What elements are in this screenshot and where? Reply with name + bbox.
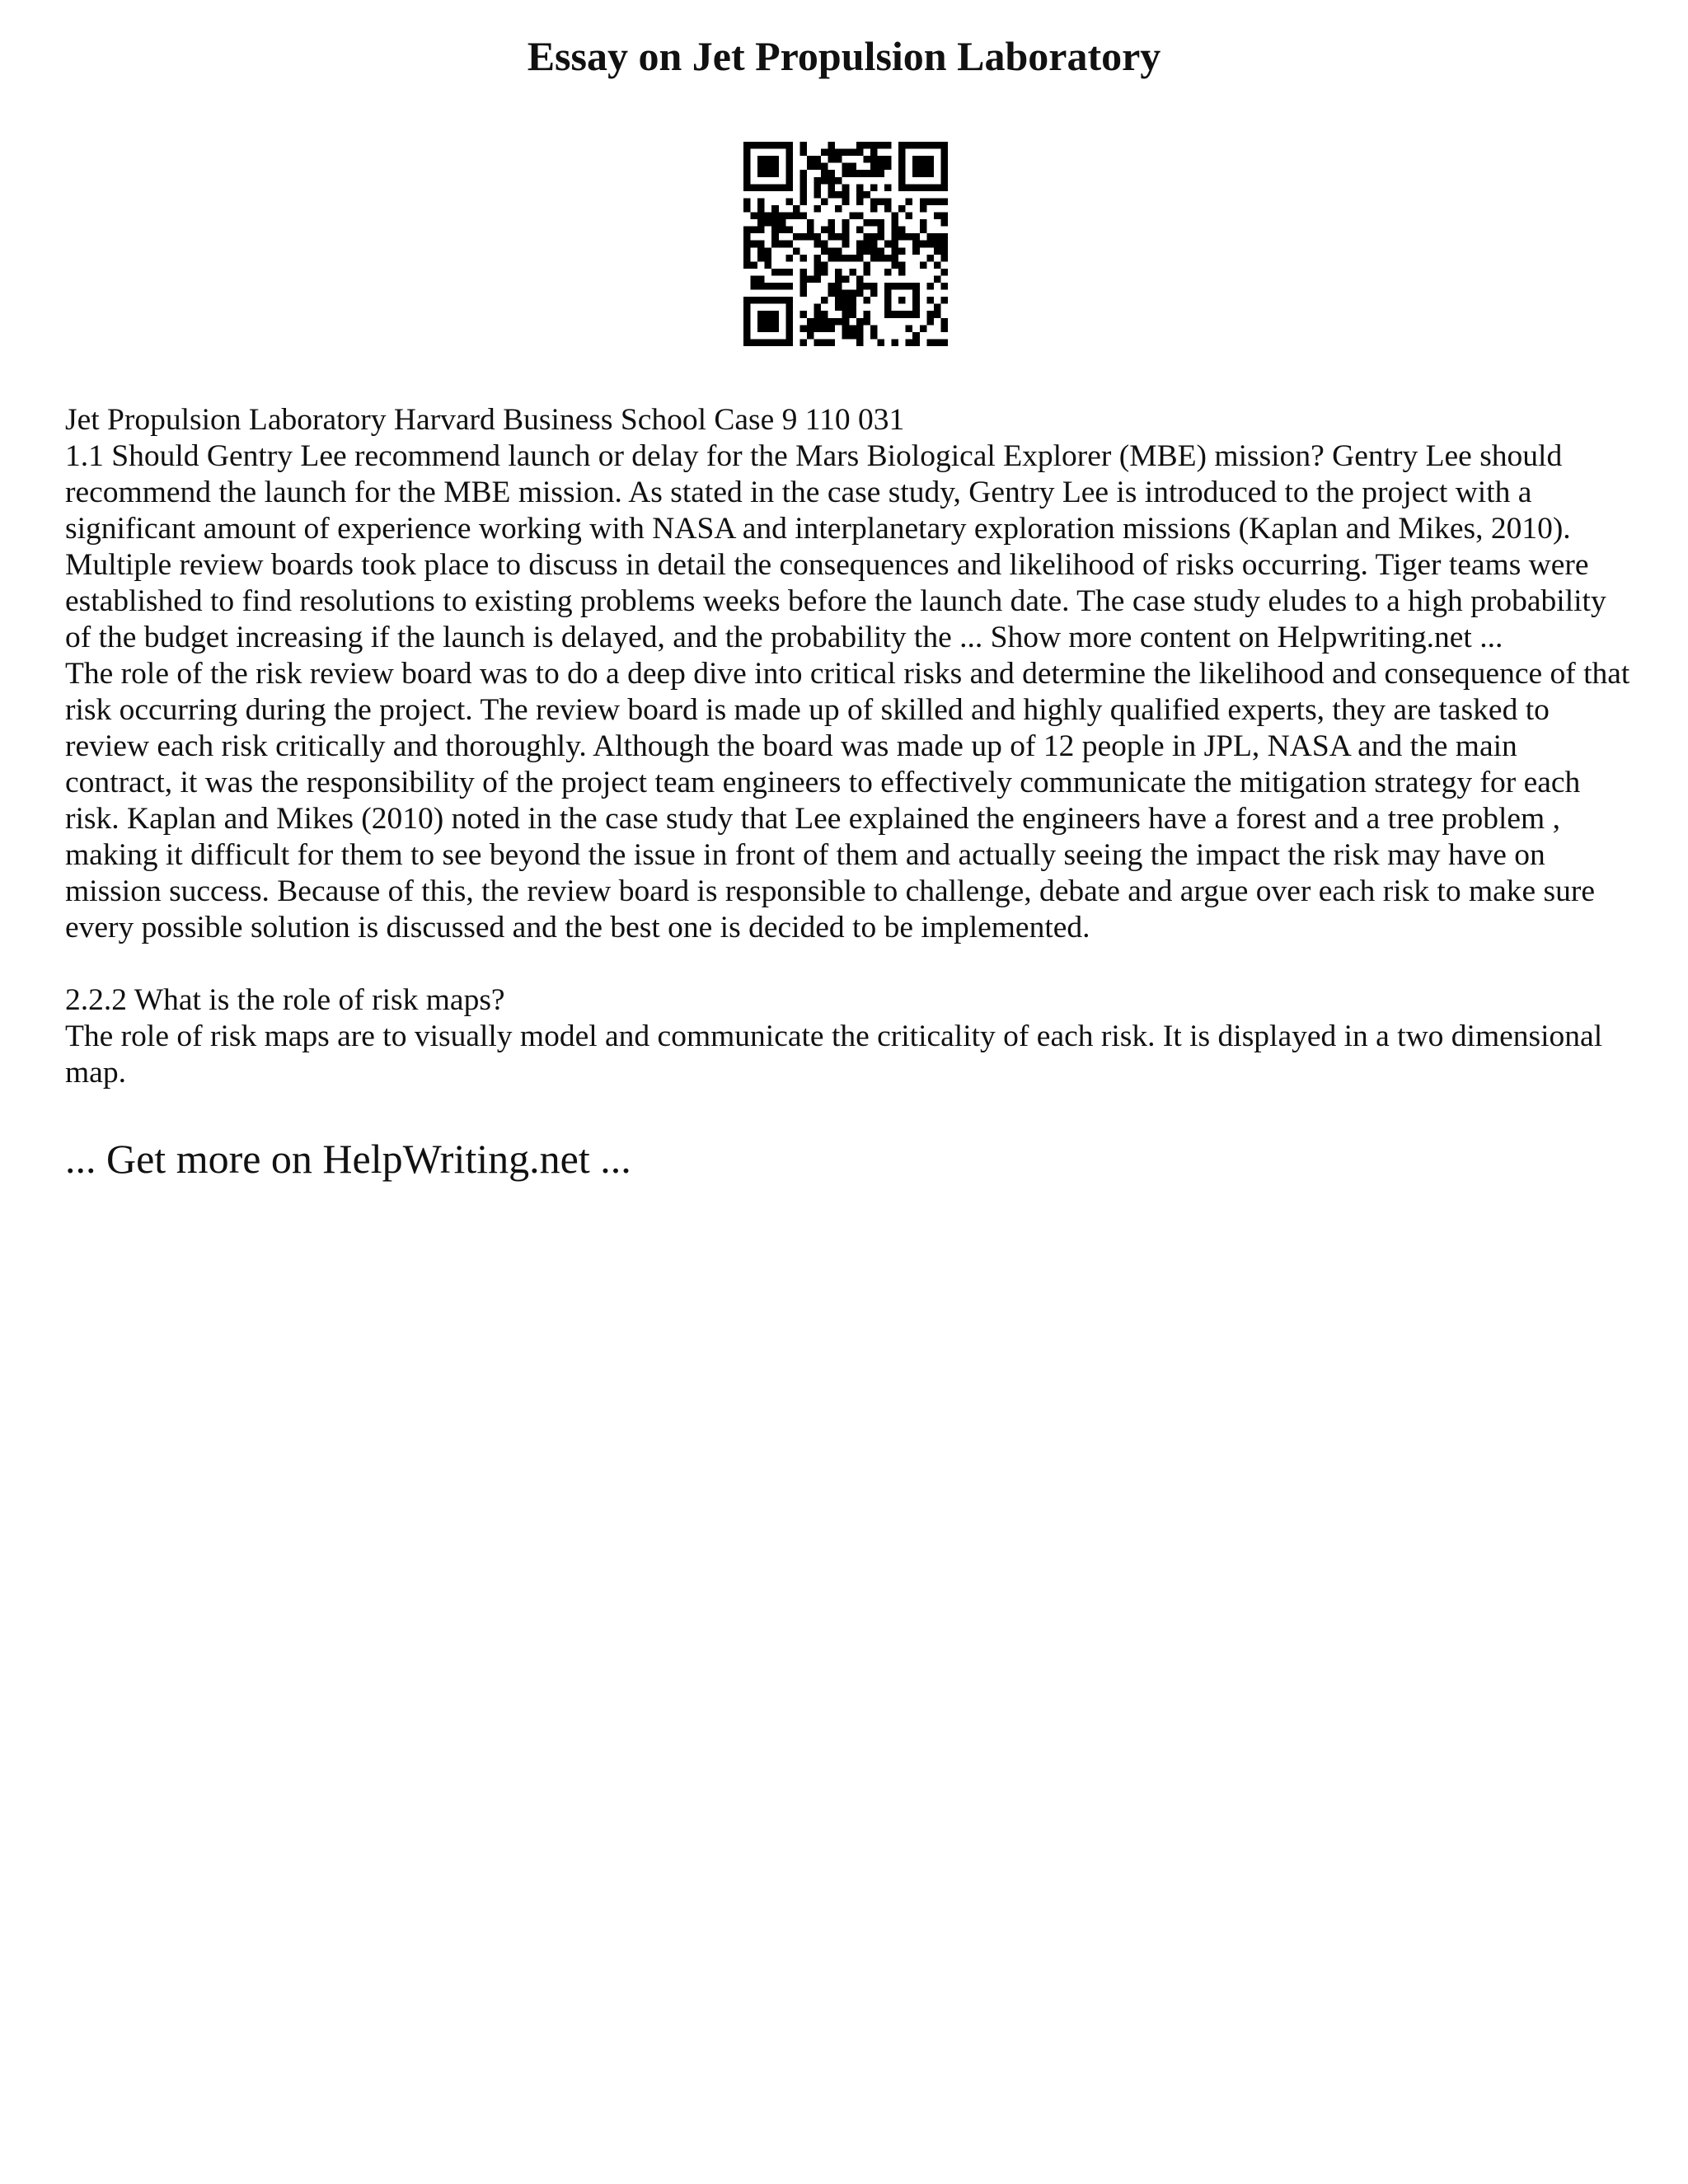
get-more-link[interactable]: ... Get more on HelpWriting.net ... — [65, 1136, 631, 1182]
paragraph-spacer — [65, 946, 1631, 982]
page-title: Essay on Jet Propulsion Laboratory — [527, 33, 1161, 79]
essay-paragraph-2: The role of the risk review board was to do a deep dive into critical risks and determine the likelihood and consequence of that risk occurring during the project. The review board is made up of skilled and highly qualified experts, they are tasked to review each risk critically and thoroughly. Although the board was made up of 12 people in JPL, NASA and the main contract, it was the responsibility of the project team engineers to effectively communicate the mitigation strategy for each risk. Kaplan and Mikes (2010) noted in the case study that Lee explained the engineers have a forest and a tree problem , making it difficult for them to see beyond the issue in front of them and actually seeing the impact the risk may have on mission success. Because of this, the review board is responsible to challenge, debate and argue over each risk to make sure every possible solution is discussed and the best one is decided to be implemented. — [65, 657, 1630, 944]
essay-paragraph-3: The role of risk maps are to visually model and communicate the criticality of each risk. It is displayed in a two dimensional map. — [65, 1019, 1603, 1090]
case-heading: Jet Propulsion Laboratory Harvard Business School Case 9 110 031 — [65, 403, 905, 437]
section-subheading: 2.2.2 What is the role of risk maps? — [65, 983, 505, 1017]
qr-code-icon — [743, 142, 948, 346]
essay-paragraph-1: 1.1 Should Gentry Lee recommend launch or delay for the Mars Biological Explorer (MBE) mission? Gentry Lee should recommend the launch for the MBE mission. As stated in the case study, Gentry Lee is introduced to the project with a significant amount of experience working with NASA and interplanetary exploration missions (Kaplan and Mikes, 2010). Multiple review boards took place to discuss in detail the consequences and likelihood of risks occurring. Tiger teams were established to find resolutions to existing problems weeks before the launch date. The case study eludes to a high probability of the budget increasing if the launch is delayed, and the probability the ... Show more content on Helpwriting.net ... — [65, 439, 1606, 654]
essay-body — [65, 402, 1631, 1091]
